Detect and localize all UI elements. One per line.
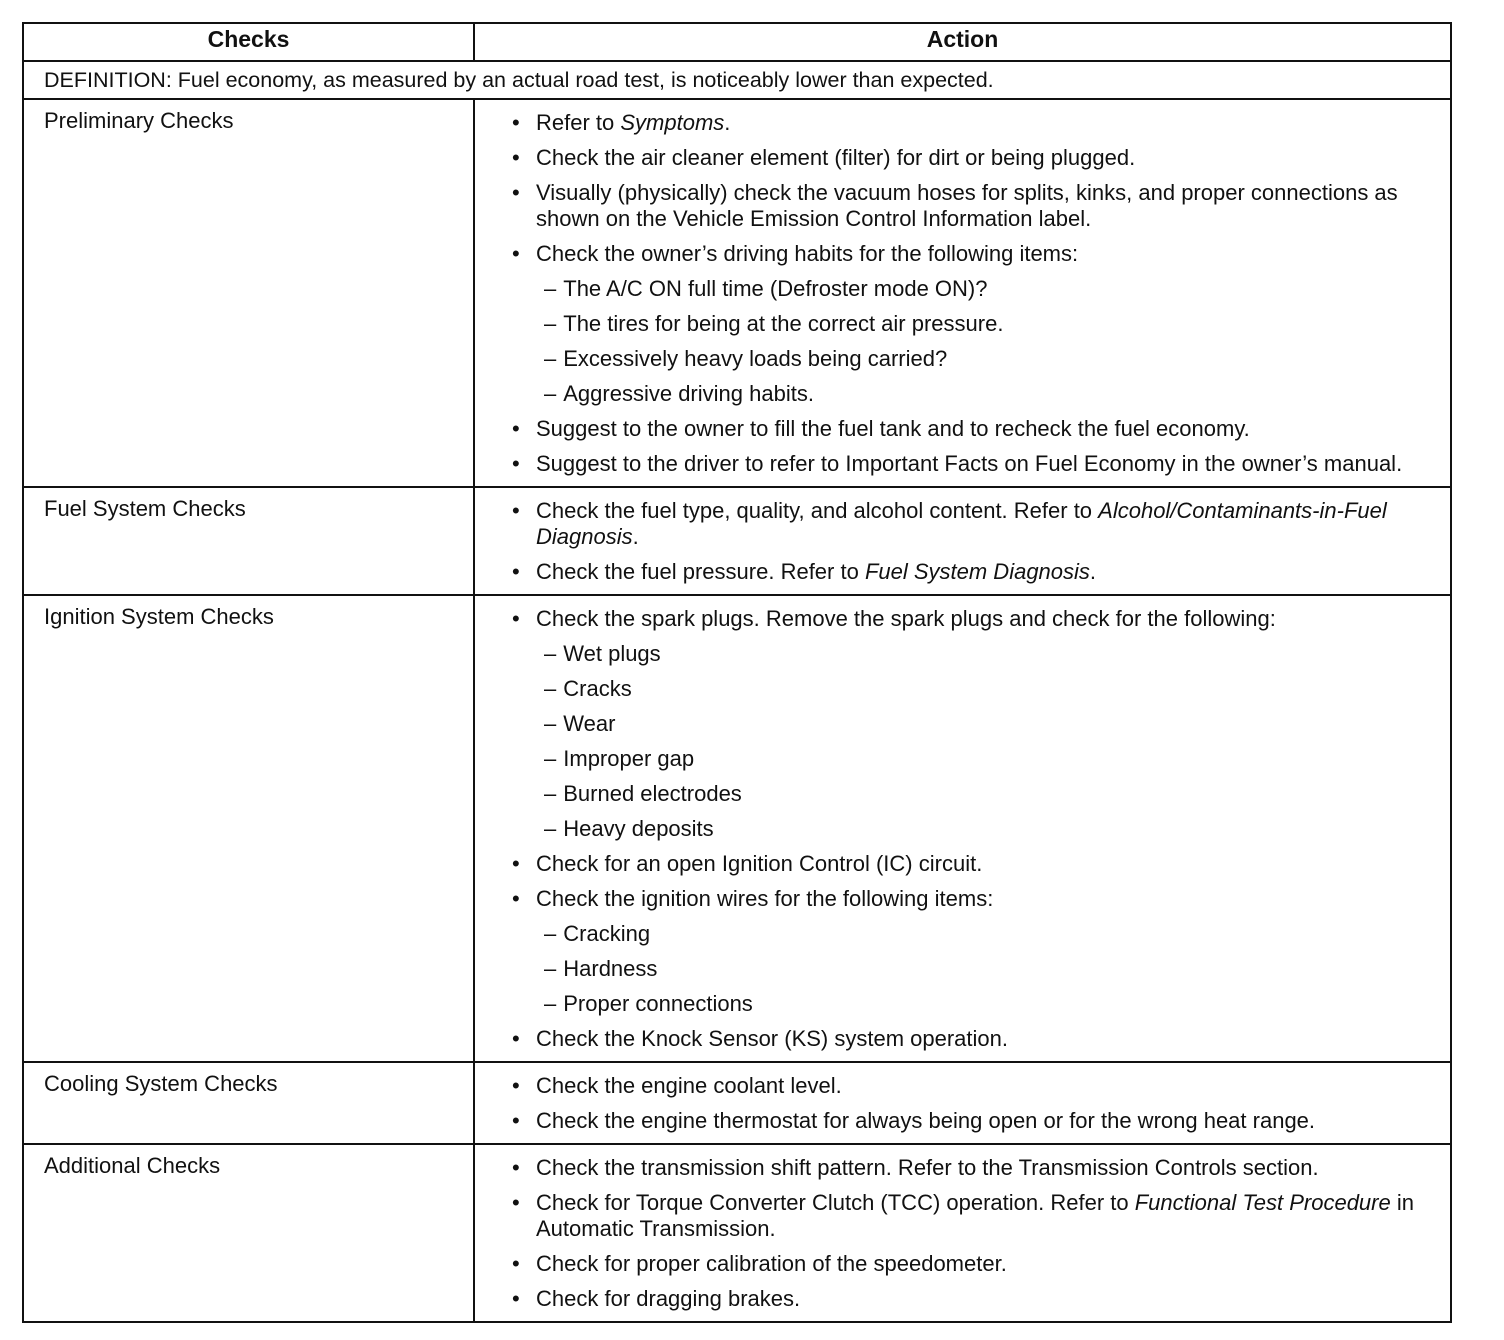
reference-text: Functional Test Procedure xyxy=(1134,1190,1391,1215)
action-list xyxy=(511,606,1440,1052)
bullet-icon: • xyxy=(512,180,520,205)
action-list xyxy=(511,1073,1440,1134)
bullet-icon: • xyxy=(512,1190,520,1215)
bullet-icon: • xyxy=(512,416,520,441)
action-text: Check the fuel pressure. Refer to Fuel System Diagnosis. xyxy=(536,559,1097,584)
bullet-icon: • xyxy=(512,1155,520,1180)
sub-item-text: Wet plugs xyxy=(563,641,661,666)
bullet-icon: • xyxy=(512,241,520,266)
table-row xyxy=(23,1144,1451,1322)
bullet-icon: • xyxy=(512,1108,520,1133)
diagnostic-table xyxy=(22,22,1452,1323)
table-row xyxy=(23,99,1451,487)
action-item xyxy=(511,241,1440,407)
check-name: Preliminary Checks xyxy=(23,99,474,487)
dash-icon: – xyxy=(544,921,557,946)
action-cell xyxy=(474,487,1451,595)
action-text: Check for an open Ignition Control (IC) circuit. xyxy=(536,851,983,876)
sub-item xyxy=(544,641,1440,667)
action-text: Check for Torque Converter Clutch (TCC) operation. Refer to Functional Test Procedure in Automatic Transmission. xyxy=(536,1190,1414,1241)
action-item xyxy=(511,1073,1440,1099)
reference-text: Alcohol/Contaminants-in-Fuel Diagnosis xyxy=(536,498,1387,549)
header-row xyxy=(23,23,1451,61)
sub-list xyxy=(544,641,1440,842)
sub-item xyxy=(544,381,1440,407)
dash-icon: – xyxy=(544,816,557,841)
action-item xyxy=(511,1155,1440,1181)
sub-item-text: Improper gap xyxy=(563,746,695,771)
action-item xyxy=(511,416,1440,442)
dash-icon: – xyxy=(544,346,557,371)
bullet-icon: • xyxy=(512,1251,520,1276)
sub-item xyxy=(544,311,1440,337)
action-cell xyxy=(474,1062,1451,1144)
sub-item-text: Proper connections xyxy=(563,991,753,1016)
sub-item-text: The A/C ON full time (Defroster mode ON)? xyxy=(563,276,988,301)
action-item xyxy=(511,1286,1440,1312)
bullet-icon: • xyxy=(512,498,520,523)
dash-icon: – xyxy=(544,676,557,701)
action-text: Check the owner’s driving habits for the following items: xyxy=(536,241,1079,266)
dash-icon: – xyxy=(544,276,557,301)
action-list xyxy=(511,110,1440,477)
action-item xyxy=(511,498,1440,550)
sub-item-text: Cracks xyxy=(563,676,632,701)
dash-icon: – xyxy=(544,711,557,736)
sub-item-text: Aggressive driving habits. xyxy=(563,381,814,406)
action-text: Check the engine thermostat for always being open or for the wrong heat range. xyxy=(536,1108,1316,1133)
dash-icon: – xyxy=(544,956,557,981)
action-text: Refer to Symptoms. xyxy=(536,110,731,135)
sub-item xyxy=(544,676,1440,702)
action-item xyxy=(511,559,1440,585)
sub-item-text: Wear xyxy=(563,711,616,736)
action-item xyxy=(511,851,1440,877)
action-item xyxy=(511,1251,1440,1277)
sub-item-text: Excessively heavy loads being carried? xyxy=(563,346,948,371)
dash-icon: – xyxy=(544,746,557,771)
action-text: Check for dragging brakes. xyxy=(536,1286,801,1311)
action-item xyxy=(511,1108,1440,1134)
action-item xyxy=(511,180,1440,232)
checks-column-header: Checks xyxy=(23,23,474,61)
action-cell xyxy=(474,1144,1451,1322)
action-item xyxy=(511,1190,1440,1242)
bullet-icon: • xyxy=(512,851,520,876)
sub-item-text: Burned electrodes xyxy=(563,781,742,806)
bullet-icon: • xyxy=(512,1026,520,1051)
action-text: Visually (physically) check the vacuum hoses for splits, kinks, and proper connections as shown on the Vehicle Emission Control Information label. xyxy=(536,180,1398,231)
table-row xyxy=(23,595,1451,1062)
sub-item-text: Cracking xyxy=(563,921,651,946)
dash-icon: – xyxy=(544,381,557,406)
action-item xyxy=(511,886,1440,1017)
sub-item xyxy=(544,276,1440,302)
action-list xyxy=(511,498,1440,585)
action-item xyxy=(511,145,1440,171)
sub-item xyxy=(544,781,1440,807)
bullet-icon: • xyxy=(512,1286,520,1311)
check-name: Cooling System Checks xyxy=(23,1062,474,1144)
dash-icon: – xyxy=(544,991,557,1016)
bullet-icon: • xyxy=(512,606,520,631)
action-cell xyxy=(474,595,1451,1062)
sub-list xyxy=(544,276,1440,407)
definition-row xyxy=(23,61,1451,99)
sub-list xyxy=(544,921,1440,1017)
sub-item xyxy=(544,746,1440,772)
dash-icon: – xyxy=(544,311,557,336)
action-text: Check the Knock Sensor (KS) system operation. xyxy=(536,1026,1008,1051)
action-text: Check the fuel type, quality, and alcohol content. Refer to Alcohol/Contaminants-in-Fuel Diagnosis. xyxy=(536,498,1387,549)
action-list xyxy=(511,1155,1440,1312)
action-item xyxy=(511,110,1440,136)
sub-item-text: Hardness xyxy=(563,956,658,981)
sub-item xyxy=(544,991,1440,1017)
sub-item xyxy=(544,921,1440,947)
bullet-icon: • xyxy=(512,1073,520,1098)
dash-icon: – xyxy=(544,641,557,666)
action-cell xyxy=(474,99,1451,487)
action-text: Check the transmission shift pattern. Refer to the Transmission Controls section. xyxy=(536,1155,1319,1180)
reference-text: Fuel System Diagnosis xyxy=(864,559,1090,584)
bullet-icon: • xyxy=(512,886,520,911)
action-text: Suggest to the owner to fill the fuel tank and to recheck the fuel economy. xyxy=(536,416,1250,441)
check-name: Ignition System Checks xyxy=(23,595,474,1062)
action-text: Check the air cleaner element (filter) for dirt or being plugged. xyxy=(536,145,1136,170)
sub-item xyxy=(544,816,1440,842)
sub-item xyxy=(544,346,1440,372)
reference-text: Symptoms xyxy=(620,110,725,135)
sub-item-text: Heavy deposits xyxy=(563,816,714,841)
check-name: Fuel System Checks xyxy=(23,487,474,595)
action-text: Check the ignition wires for the following items: xyxy=(536,886,994,911)
table-row xyxy=(23,487,1451,595)
bullet-icon: • xyxy=(512,451,520,476)
action-text: Check the engine coolant level. xyxy=(536,1073,842,1098)
bullet-icon: • xyxy=(512,145,520,170)
dash-icon: – xyxy=(544,781,557,806)
definition-text: DEFINITION: Fuel economy, as measured by an actual road test, is noticeably lower than expected. xyxy=(23,61,1451,99)
sub-item xyxy=(544,956,1440,982)
action-text: Check the spark plugs. Remove the spark plugs and check for the following: xyxy=(536,606,1276,631)
sub-item-text: The tires for being at the correct air pressure. xyxy=(563,311,1004,336)
bullet-icon: • xyxy=(512,110,520,135)
bullet-icon: • xyxy=(512,559,520,584)
action-text: Suggest to the driver to refer to Important Facts on Fuel Economy in the owner’s manual. xyxy=(536,451,1403,476)
action-column-header: Action xyxy=(474,23,1451,61)
action-item xyxy=(511,451,1440,477)
action-text: Check for proper calibration of the speedometer. xyxy=(536,1251,1007,1276)
table-row xyxy=(23,1062,1451,1144)
action-item xyxy=(511,606,1440,842)
action-item xyxy=(511,1026,1440,1052)
check-name: Additional Checks xyxy=(23,1144,474,1322)
sub-item xyxy=(544,711,1440,737)
